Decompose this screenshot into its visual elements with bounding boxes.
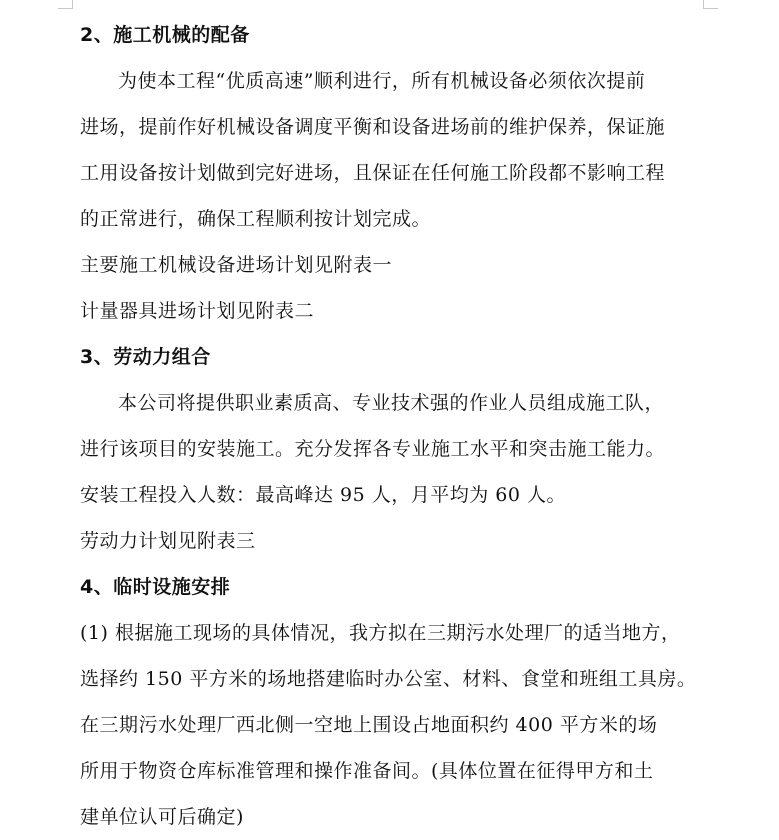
paragraph-line: 选择约 150 平方米的场地搭建临时办公室、材料、食堂和班组工具房。 [80, 668, 697, 690]
paragraph-line: 在三期污水处理厂西北侧一空地上围设占地面积约 400 平方米的场 [80, 714, 658, 736]
section-heading-labor: 3、劳动力组合 [80, 346, 211, 368]
paragraph-line: 本公司将提供职业素质高、专业技术强的作业人员组成施工队， [118, 392, 665, 414]
paragraph-line: 进场，提前作好机械设备调度平衡和设备进场前的维护保养，保证施 [80, 116, 666, 138]
paragraph-line: 工用设备按计划做到完好进场，且保证在任何施工阶段都不影响工程 [80, 162, 666, 184]
page-corner-mark-left [58, 0, 73, 9]
reference-line-appendix-1: 主要施工机械设备进场计划见附表一 [80, 254, 393, 276]
paragraph-line: 安装工程投入人数：最高峰达 95 人，月平均为 60 人。 [80, 484, 567, 506]
reference-line-appendix-3: 劳动力计划见附表三 [80, 530, 256, 552]
document-body [80, 12, 710, 840]
paragraph-line: 建单位认可后确定) [80, 806, 244, 828]
page-corner-mark-right [703, 0, 718, 9]
paragraph-line: 为使本工程“优质高速”顺利进行，所有机械设备必须依次提前 [118, 70, 646, 92]
paragraph-line: 的正常进行，确保工程顺利按计划完成。 [80, 208, 432, 230]
paragraph-line: 进行该项目的安装施工。充分发挥各专业施工水平和突击施工能力。 [80, 438, 666, 460]
section-heading-temporary-facilities: 4、临时设施安排 [80, 576, 231, 598]
reference-line-appendix-2: 计量器具进场计划见附表二 [80, 300, 315, 322]
section-heading-machinery: 2、施工机械的配备 [80, 24, 250, 46]
paragraph-line: 所用于物资仓库标准管理和操作准备间。(具体位置在征得甲方和土 [80, 760, 654, 782]
paragraph-line: (1) 根据施工现场的具体情况，我方拟在三期污水处理厂的适当地方， [80, 622, 681, 644]
